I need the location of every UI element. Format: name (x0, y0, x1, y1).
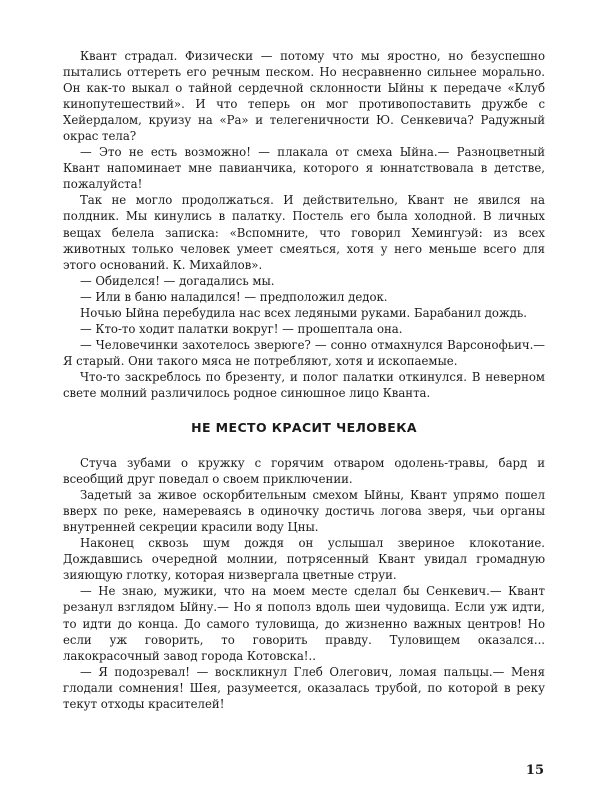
paragraph: Что-то заскреблось по брезенту, и полог палатки откинулся. В неверном свете молний различилось родное синюшное лицо Кванта. (63, 369, 545, 400)
paragraph: — Кто-то ходит палатки вокруг! — прошептала она. (80, 321, 403, 336)
paragraph: — Человечинки захотелось зверюге? — сонно отмахнулся Варсонофьич.— Я старый. Они такого мяса не потребляют, хотя и ископаемые. (63, 337, 545, 368)
paragraph: — Я подозревал! — воскликнул Глеб Олегович, ломая пальцы.— Меня глодали сомнения! Шея, разумеется, оказалась трубой, по которой в реку текут отходы красителей! (63, 664, 545, 711)
paragraph: — Или в баню наладился! — предположил дедок. (80, 289, 388, 304)
paragraph: Так не могло продолжаться. И действительно, Квант не явился на полдник. Мы кинулись в палатку. Постель его была холодной. В личных вещах белела записка: «Вспомните, что говорил Хемингуэй: из всех животных только человек умеет смеяться, хотя у него меньше всего для этого оснований. К. Михайлов». (63, 193, 545, 272)
paragraph: — Это не есть возможно! — плакала от смеха Ыйна.— Разноцветный Квант напоминает мне павианчика, которого я юннатствовала в детстве, пожалуйста! (63, 145, 545, 192)
paragraph: — Обиделся! — догадались мы. (80, 273, 275, 288)
paragraph: Наконец сквозь шум дождя он услышал звериное клокотание. Дождавшись очередной молнии, потрясенный Квант увидал громадную зияющую глотку, которая низвергала цветные струи. (63, 536, 545, 583)
paragraph: Ночью Ыйна перебудила нас всех ледяными руками. Барабанил дождь. (80, 305, 527, 320)
section-heading: НЕ МЕСТО КРАСИТ ЧЕЛОВЕКА (191, 420, 417, 436)
paragraph: Квант страдал. Физически — потому что мы яростно, но безуспешно пытались оттереть его речным песком. Но несравненно сильнее морально. Он как-то выкал о тайной сердечной склонности Ыйны к передаче «Клуб кинопутешествий». И что теперь он мог противопоставить дружбе с Хейердалом, круизу на «Ра» и телегеничности Ю. Сенкевича? Радужный окрас тела? (63, 49, 545, 144)
paragraph: Стуча зубами о кружку с горячим отваром одолень-травы, бард и всеобщий друг поведал о своем приключении. (63, 456, 545, 487)
paragraph: — Не знаю, мужики, что на моем месте сделал бы Сенкевич.— Квант резанул взглядом Ыйну.— Но я пополз вдоль шеи чудовища. Если уж идти, то идти до конца. До самого туловища, до жизненно важных центров! Но если уж говорить, то говорить правду. Туловищем оказался... лакокрасочный завод города Котовска!.. (63, 584, 545, 663)
page-number: 15 (525, 763, 544, 778)
paragraph: Задетый за живое оскорбительным смехом Ыйны, Квант упрямо пошел вверх по реке, намереваясь в одиночку достичь логова зверя, чьи органы внутренней секреции красили воду Цны. (63, 488, 545, 535)
page-text (63, 48, 545, 712)
